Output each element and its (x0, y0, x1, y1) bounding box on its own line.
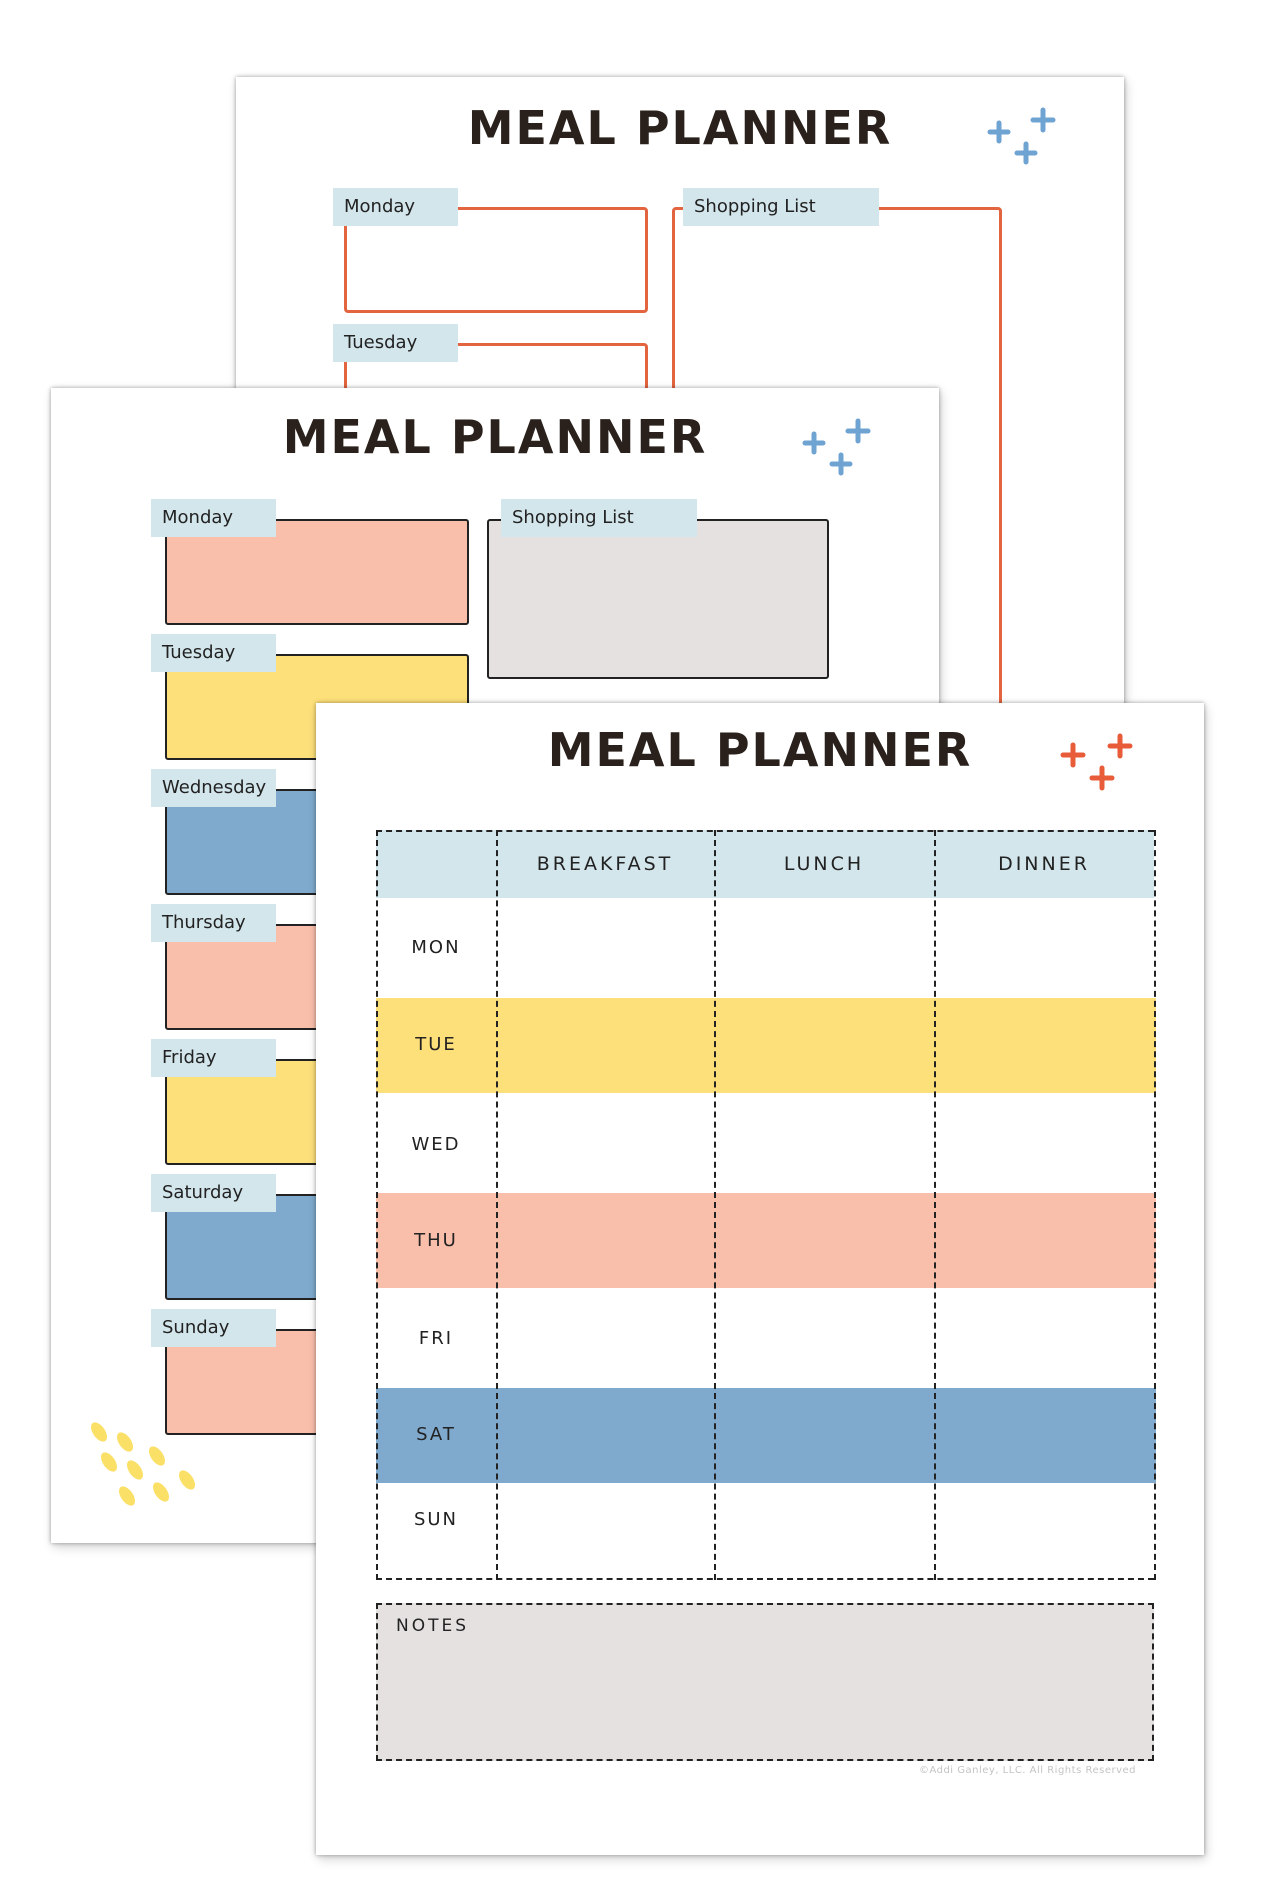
row-label-wed: WED (411, 1134, 461, 1155)
row-label-tue: TUE (415, 1034, 457, 1055)
day-tab-sunday: Sunday (151, 1309, 276, 1347)
meal-grid[interactable] (496, 898, 1154, 1578)
day-tab-monday: Monday (151, 499, 276, 537)
sparkle-icon (981, 105, 1071, 175)
day-tab-saturday: Saturday (151, 1174, 276, 1212)
front-sheet (316, 703, 1204, 1855)
shopping-list-box[interactable] (487, 519, 829, 679)
dots-decoration-icon (87, 1420, 217, 1520)
grid-divider-3 (934, 830, 936, 1580)
sparkle-icon (1058, 731, 1148, 801)
day-tab-thursday: Thursday (151, 904, 276, 942)
shopping-list-tab: Shopping List (683, 188, 879, 226)
shopping-list-tab: Shopping List (501, 499, 697, 537)
sparkle-icon (796, 416, 886, 486)
column-header-dinner: DINNER (934, 830, 1154, 898)
column-header-breakfast: BREAKFAST (496, 830, 714, 898)
row-label-sun: SUN (413, 1509, 459, 1530)
back-sheet-title: MEAL PLANNER (467, 101, 893, 155)
front-sheet-title: MEAL PLANNER (547, 723, 973, 777)
grid-divider-1 (496, 830, 498, 1580)
row-label-mon: MON (411, 937, 461, 958)
grid-right-border (1154, 830, 1156, 1580)
row-label-sat: SAT (416, 1424, 456, 1445)
row-label-fri: FRI (418, 1328, 454, 1349)
notes-box[interactable] (376, 1603, 1154, 1761)
day-tab-tuesday: Tuesday (151, 634, 276, 672)
day-tab-wednesday: Wednesday (151, 769, 276, 807)
monday-tab: Monday (333, 188, 458, 226)
day-tab-friday: Friday (151, 1039, 276, 1077)
grid-divider-2 (714, 830, 716, 1580)
grid-top-border (376, 830, 1154, 832)
row-label-thu: THU (414, 1230, 458, 1251)
grid-bottom-border (376, 1578, 1154, 1580)
copyright-text: ©Addi Ganley, LLC. All Rights Reserved (918, 1765, 1136, 1776)
notes-label: NOTES (396, 1616, 470, 1636)
middle-sheet-title: MEAL PLANNER (282, 410, 708, 464)
column-header-lunch: LUNCH (714, 830, 934, 898)
grid-left-border (376, 830, 378, 1580)
tuesday-tab: Tuesday (333, 324, 458, 362)
